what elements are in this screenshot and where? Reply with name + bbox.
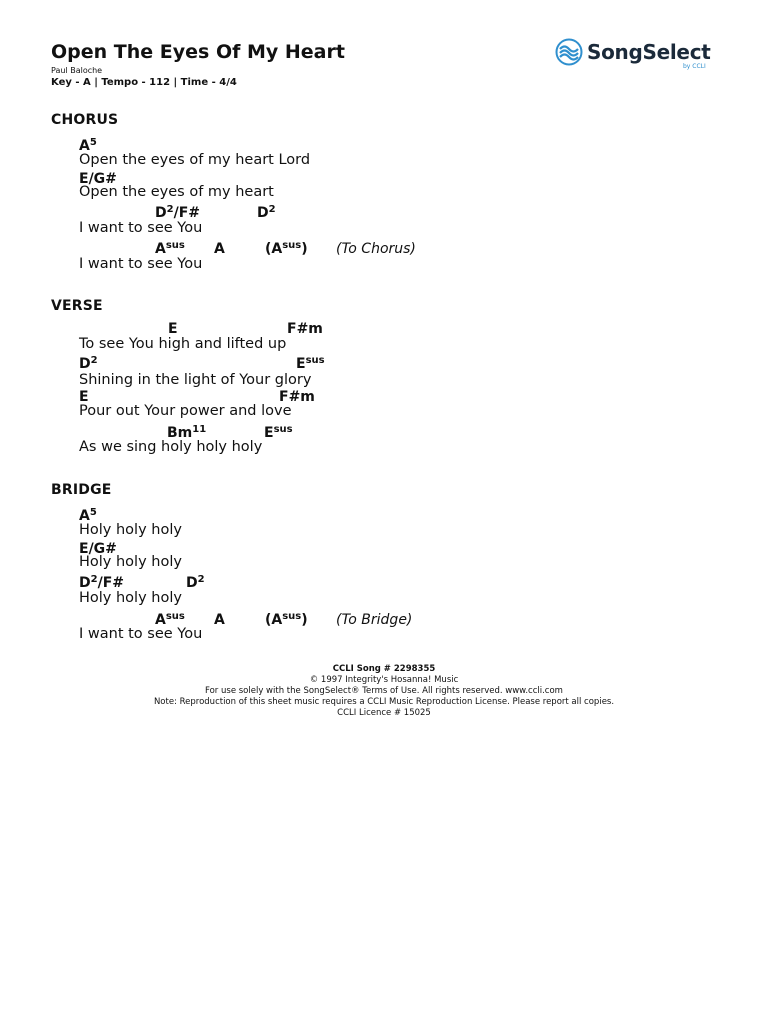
chord: E [168,321,178,337]
chord: $A^{sus}$ [155,240,185,257]
chord: $E^{sus}$ [296,355,325,372]
copyright-line: © 1997 Integrity's Hosanna! Music [309,675,459,685]
chord: $(A^{sus})$ [265,611,308,628]
section-label-bridge: BRIDGE [51,482,112,498]
song-author: Paul Baloche [51,66,103,75]
chord: $A^5$ [79,137,97,154]
chord: E/G# [79,171,117,187]
logo-byline: by CCLI [683,63,706,70]
lyric-line: Open the eyes of my heart Lord [79,152,311,168]
ccli-licence: CCLI Licence # 15025 [337,708,431,718]
song-title: Open The Eyes Of My Heart [51,41,345,63]
chord: Bm$^{11}$ [167,424,207,441]
chord: A [214,612,225,628]
lyric-line: Pour out Your power and love [79,403,292,419]
chord: $A^{sus}$ [155,611,185,628]
chord: E/G# [79,541,117,557]
chord: $A^5$ [79,507,97,524]
lyric-line: As we sing holy holy holy [79,439,263,455]
songselect-logo [555,38,725,72]
lyric-line: I want to see You [79,256,203,272]
ccli-song-number: CCLI Song # 2298355 [332,664,436,674]
chord: $E^{sus}$ [264,424,293,441]
chord: $D^2$ [257,204,276,221]
chord: $D^2$ [186,574,205,591]
section-label-verse: VERSE [51,298,103,314]
song-meta: Key - A | Tempo - 112 | Time - 4/4 [51,77,237,88]
lyric-line: Holy holy holy [79,554,182,570]
chord: A [214,241,225,257]
lyric-line: Holy holy holy [79,522,182,538]
copyright-footer [0,664,768,719]
lyric-line: Holy holy holy [79,590,182,606]
lyric-line: I want to see You [79,220,203,236]
repeat-note: (To Bridge) [336,612,413,628]
terms-line: For use solely with the SongSelect® Terms of Use. All rights reserved. www.ccli.com [205,686,563,696]
logo-wordmark: SongSelect [587,40,711,64]
chord: $D^2$ [79,355,98,372]
lyric-line: To see You high and lifted up [79,336,287,352]
lyric-line: I want to see You [79,626,203,642]
chord: $D^2/F\#$ [79,574,125,591]
section-label-chorus: CHORUS [51,112,119,128]
chord: F#m [287,321,323,337]
lyric-line: Open the eyes of my heart [79,184,274,200]
reproduction-note: Note: Reproduction of this sheet music requires a CCLI Music Reproduction License. Please report all copies. [153,697,615,707]
chord: $D^2/F\#$ [155,204,201,221]
lyric-line: Shining in the light of Your glory [79,372,312,388]
chord: E [79,389,89,405]
chord: F#m [279,389,315,405]
repeat-note: (To Chorus) [336,241,416,257]
songselect-wave-icon [555,38,583,66]
chord: $(A^{sus})$ [265,240,308,257]
